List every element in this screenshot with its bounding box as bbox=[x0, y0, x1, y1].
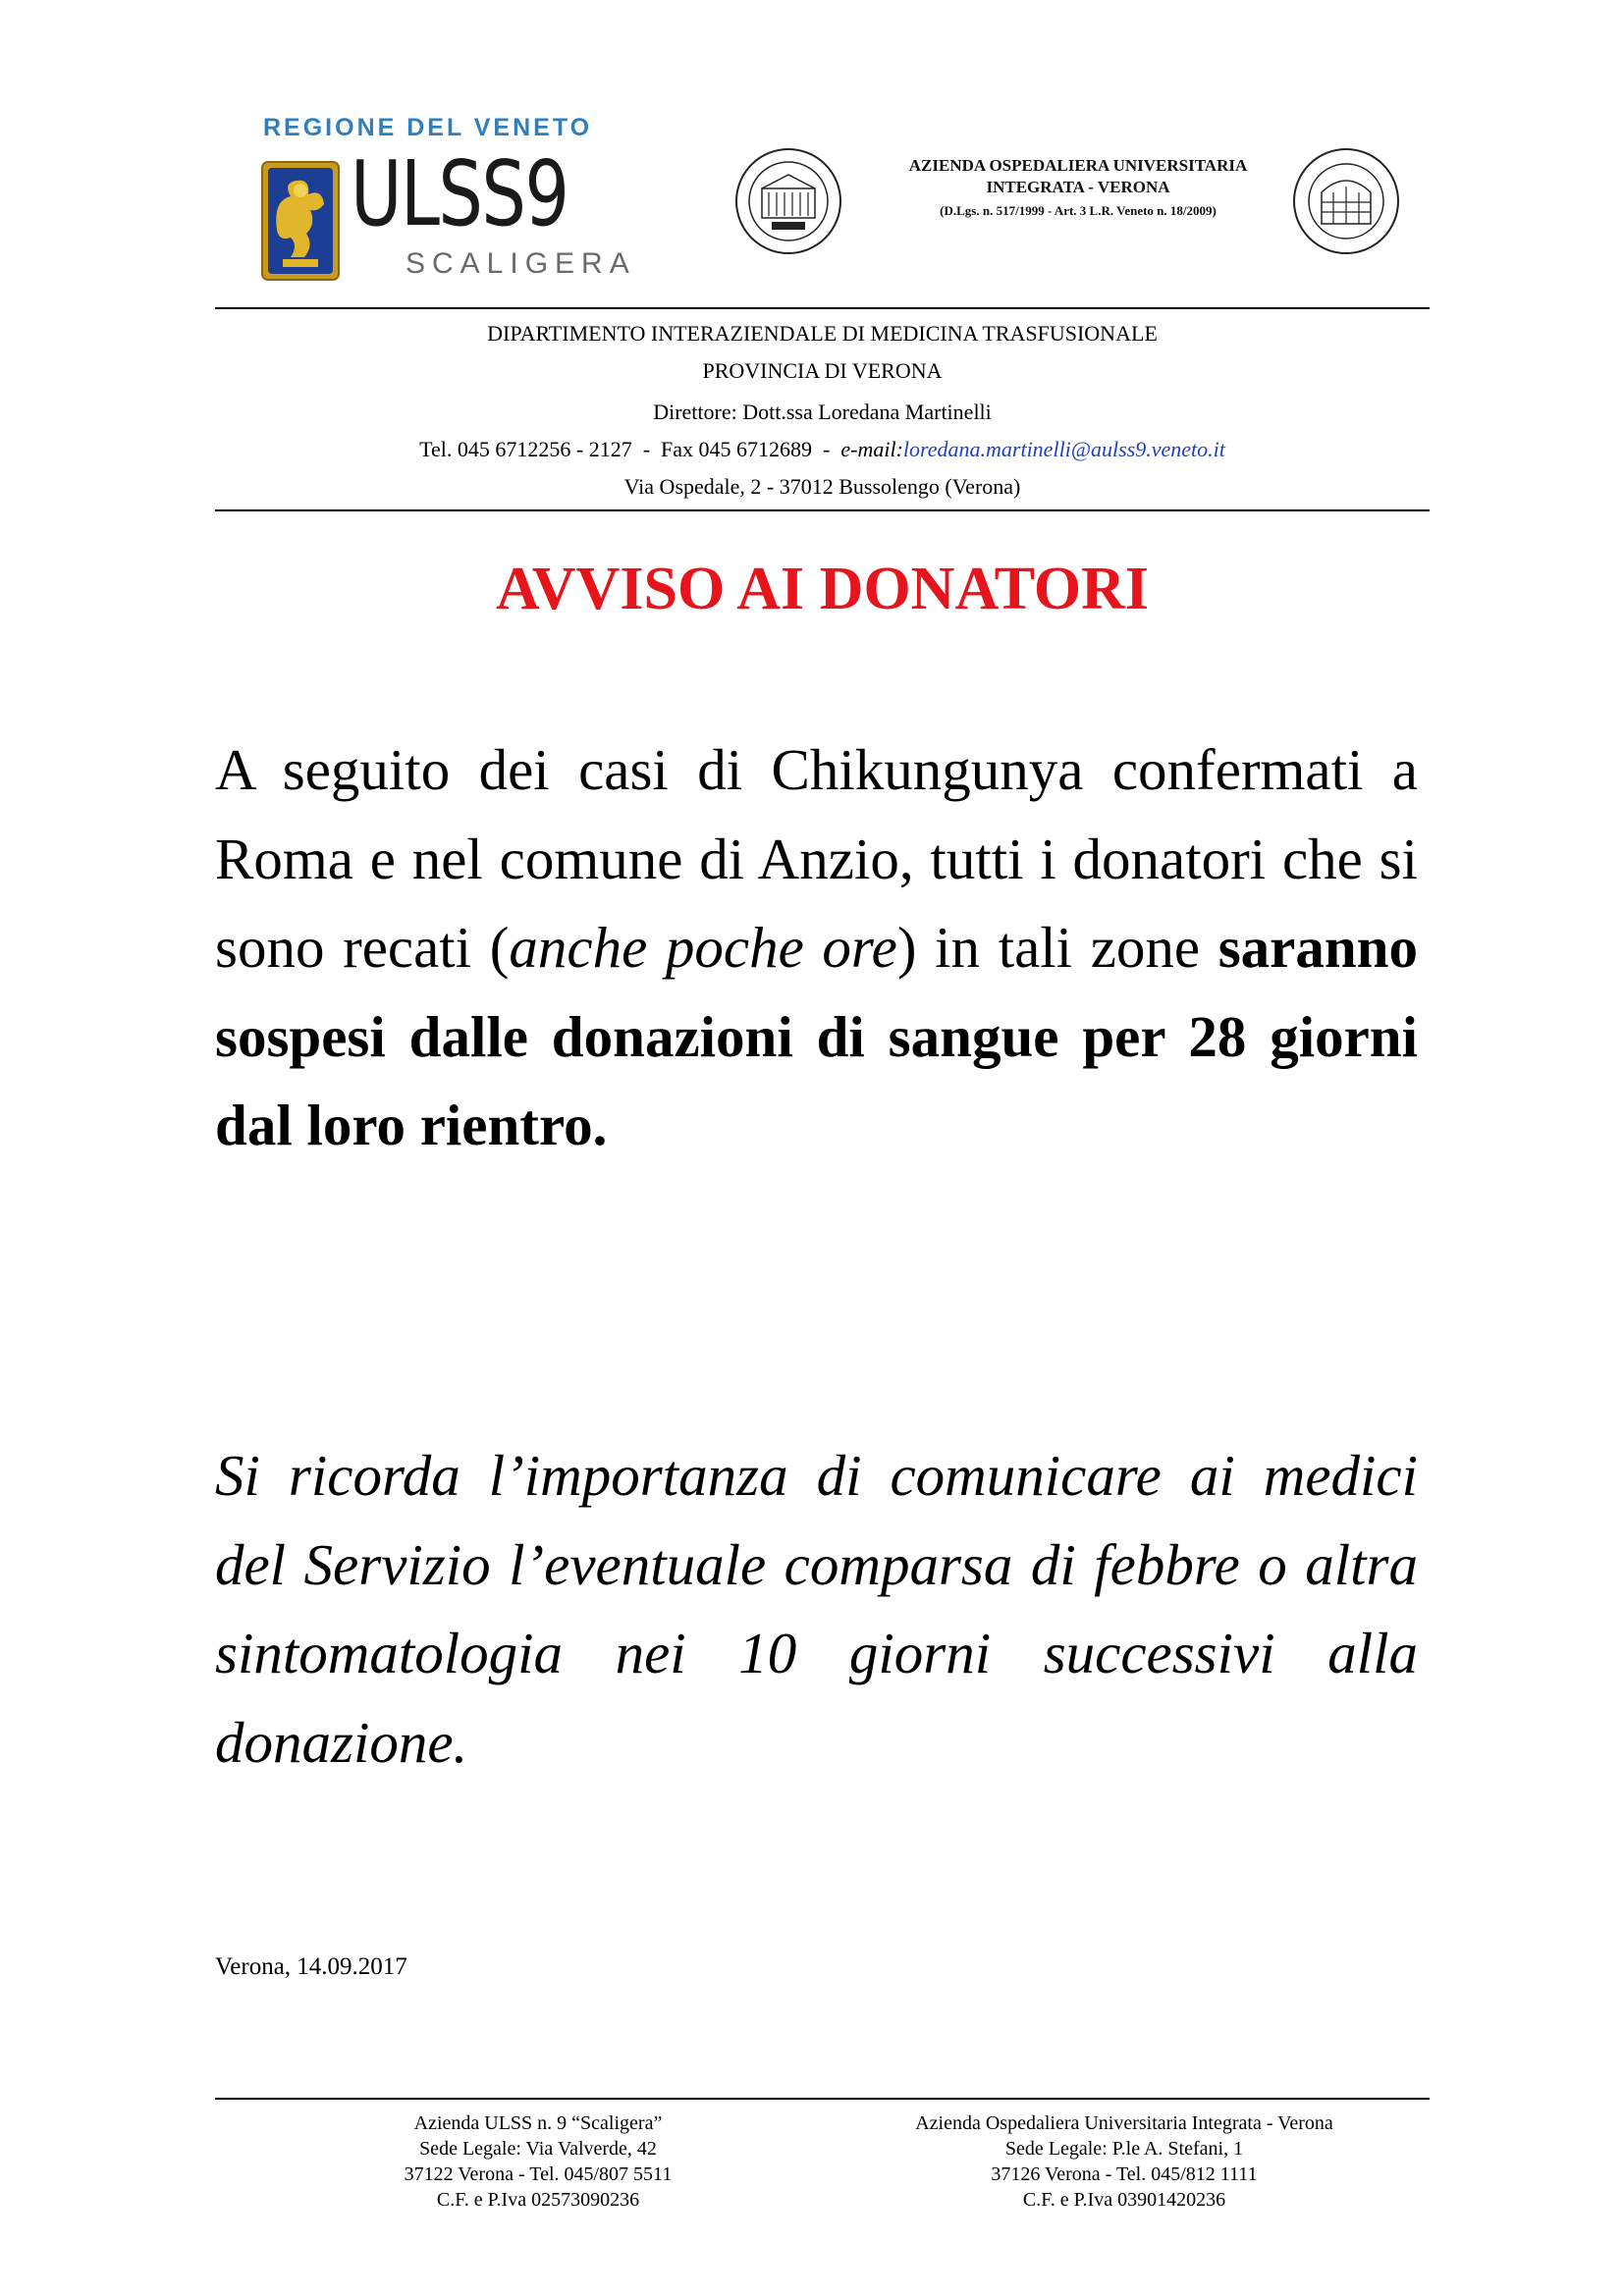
notice-paragraph-1 bbox=[215, 725, 1418, 1170]
university-seal-icon bbox=[1292, 147, 1400, 255]
paragraph-1-text: A seguito dei casi di Chikungunya confermati a Roma e nel comune di Anzio, tutti i donatori che si sono recati ( bbox=[215, 737, 1418, 980]
notice-title: AVVISO AI DONATORI bbox=[496, 556, 1149, 622]
header-divider bbox=[215, 307, 1430, 309]
footer-aoui-phone: 37126 Verona - Tel. 045/812 1111 bbox=[991, 2163, 1258, 2185]
footer-aoui-name: Azienda Ospedaliera Universitaria Integrata - Verona bbox=[915, 2112, 1333, 2134]
aoui-name-line2: INTEGRATA - VERONA bbox=[986, 178, 1170, 196]
footer-ulss-phone: 37122 Verona - Tel. 045/807 5511 bbox=[404, 2163, 673, 2185]
region-title: REGIONE DEL VENETO bbox=[263, 114, 593, 141]
paragraph-1-italic: anche poche ore bbox=[509, 915, 897, 980]
footer-aoui-vat: C.F. e P.Iva 03901420236 bbox=[1022, 2189, 1226, 2211]
department-province: PROVINCIA DI VERONA bbox=[702, 358, 943, 383]
department-address: Via Ospedale, 2 - 37012 Bussolengo (Verona) bbox=[623, 474, 1021, 499]
hospital-seal-icon bbox=[734, 147, 842, 255]
footer-ulss bbox=[283, 2110, 793, 2213]
aoui-legal-ref: (D.Lgs. n. 517/1999 - Art. 3 L.R. Veneto n. 18/2009) bbox=[940, 203, 1217, 218]
footer-ulss-name: Azienda ULSS n. 9 “Scaligera” bbox=[413, 2112, 663, 2134]
department-name: DIPARTIMENTO INTERAZIENDALE DI MEDICINA TRASFUSIONALE bbox=[487, 321, 1158, 346]
paragraph-1-text-mid: ) in tali zone bbox=[896, 915, 1218, 980]
department-contacts bbox=[215, 431, 1430, 468]
ulss9-subtitle: SCALIGERA bbox=[406, 247, 636, 280]
department-director: Direttore: Dott.ssa Loredana Martinelli bbox=[653, 400, 992, 424]
suspension-notice: saranno sospesi dalle donazioni di sangue per 28 giorni dal loro rientro. bbox=[215, 915, 1418, 1157]
notice-paragraph-2: Si ricorda l’importanza di comunicare ai medici del Servizio l’eventuale comparsa di febbre o altra sintomatologia nei 10 giorni successivi alla donazione. bbox=[215, 1443, 1418, 1775]
department-divider bbox=[215, 509, 1430, 511]
footer-divider bbox=[215, 2098, 1430, 2100]
aoui-name-line1: AZIENDA OSPEDALIERA UNIVERSITARIA bbox=[908, 156, 1248, 175]
veneto-lion-crest-icon bbox=[261, 161, 340, 281]
footer-aoui bbox=[869, 2110, 1380, 2213]
notice-date: Verona, 14.09.2017 bbox=[215, 1953, 407, 1980]
aoui-header-block bbox=[852, 155, 1304, 224]
footer-ulss-vat: C.F. e P.Iva 02573090236 bbox=[436, 2189, 640, 2211]
email-link[interactable]: loredana.martinelli@aulss9.veneto.it bbox=[902, 437, 1225, 461]
email-label: e-mail: bbox=[840, 437, 903, 461]
footer-aoui-address: Sede Legale: P.le A. Stefani, 1 bbox=[1004, 2138, 1244, 2160]
footer-ulss-address: Sede Legale: Via Valverde, 42 bbox=[419, 2138, 657, 2160]
ulss9-logo: ULSS9 bbox=[351, 141, 568, 246]
department-phone-fax: Tel. 045 6712256 - 2127 - Fax 045 6712689 - bbox=[419, 437, 841, 461]
